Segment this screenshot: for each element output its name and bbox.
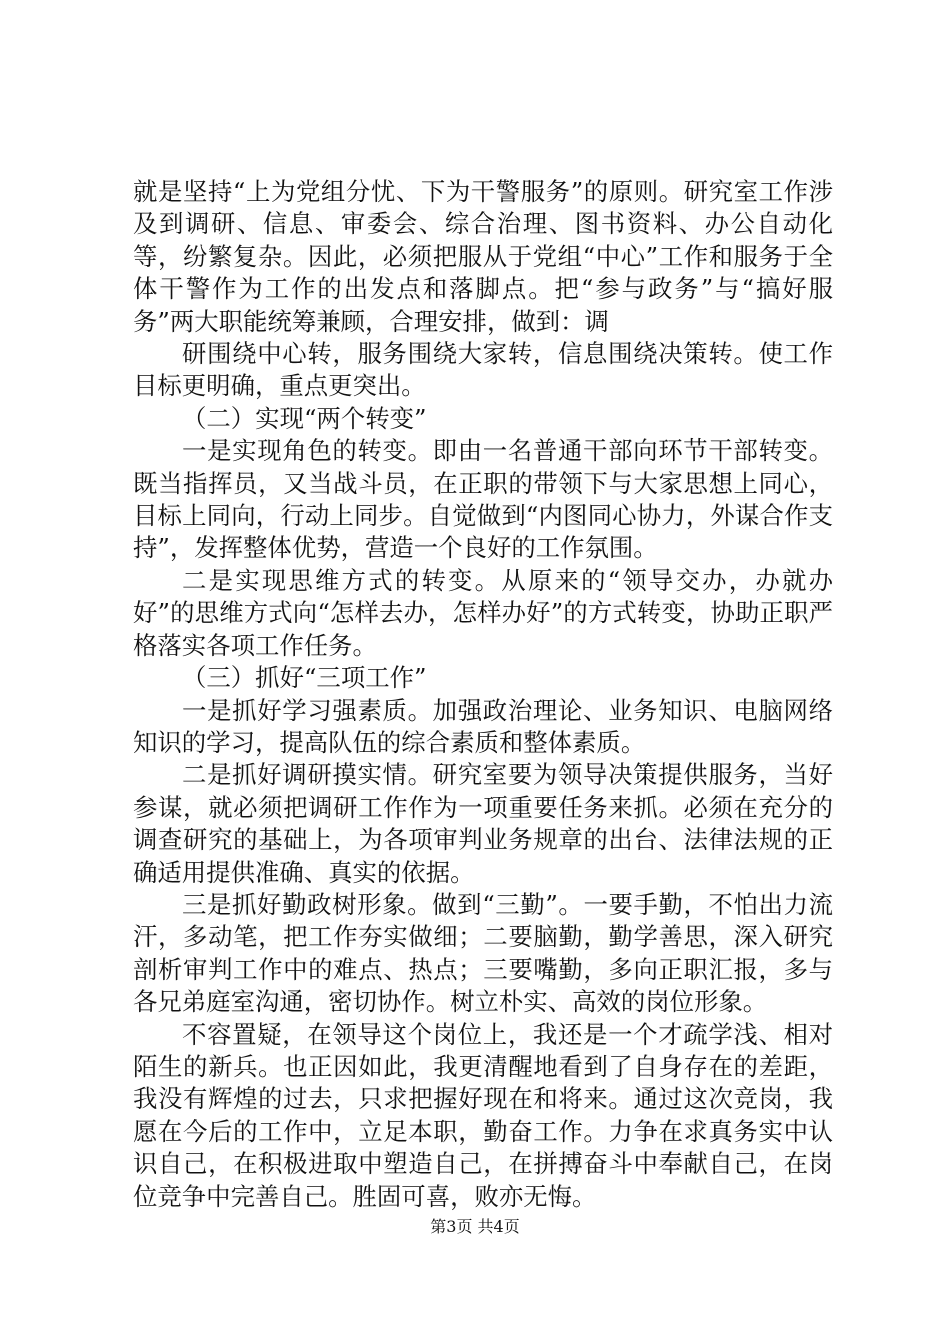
paragraph-1: 就是坚持“上为党组分忧、下为干警服务”的原则。研究室工作涉及到调研、信息、审委会、综合治理、图书资料、办公自动化等，纷繁复杂。因此，必须把服从于党组“中心”工作和服务于全体干警作为工作的出发点和落脚点。把“参与政务”与“搞好服务”两大职能统筹兼顾，合理安排，做到：调 bbox=[133, 177, 833, 336]
paragraph-5: 一是抓好学习强素质。加强政治理论、业务知识、电脑网络知识的学习，提高队伍的综合素质和整体素质。 bbox=[133, 695, 833, 757]
document-body bbox=[133, 176, 833, 1213]
paragraph-8: 不容置疑，在领导这个岗位上，我还是一个才疏学浅、相对陌生的新兵。也正因如此，我更清醒地看到了自身存在的差距，我没有辉煌的过去，只求把握好现在和将来。通过这次竞岗，我愿在今后的工作中，立足本职，勤奋工作。力争在求真务实中认识自己，在积极进取中塑造自己，在拼搏奋斗中奉献自己，在岗位竞争中完善自己。胜固可喜，败亦无悔。 bbox=[133, 1019, 833, 1211]
paragraph-2: 研围绕中心转，服务围绕大家转，信息围绕决策转。使工作目标更明确，重点更突出。 bbox=[133, 339, 833, 401]
paragraph-7: 三是抓好勤政树形象。做到“三勤”。一要手勤，不怕出力流汗，多动笔，把工作夯实做细；二要脑勤，勤学善思，深入研究剖析审判工作中的难点、热点；三要嘴勤，多向正职汇报，多与各兄弟庭室沟通，密切协作。树立朴实、高效的岗位形象。 bbox=[133, 889, 833, 1017]
page-number-footer: 第3页 共4页 bbox=[430, 1217, 520, 1236]
paragraph-4: 二是实现思维方式的转变。从原来的“领导交办，办就办好”的思维方式向“怎样去办，怎样办好”的方式转变，协助正职严格落实各项工作任务。 bbox=[133, 565, 833, 660]
section-heading-2: （二）实现“两个转变” bbox=[182, 403, 427, 433]
paragraph-3: 一是实现角色的转变。即由一名普通干部向环节干部转变。既当指挥员，又当战斗员，在正职的带领下与大家思想上同心，目标上同向，行动上同步。自觉做到“内图同心协力，外谋合作支持”，发挥整体优势，营造一个良好的工作氛围。 bbox=[133, 436, 833, 563]
section-heading-3: （三）抓好“三项工作” bbox=[182, 663, 427, 693]
paragraph-6: 二是抓好调研摸实情。研究室要为领导决策提供服务，当好参谋，就必须把调研工作作为一项重要任务来抓。必须在充分的调查研究的基础上，为各项审判业务规章的出台、法律法规的正确适用提供准确、真实的依据。 bbox=[133, 760, 833, 887]
